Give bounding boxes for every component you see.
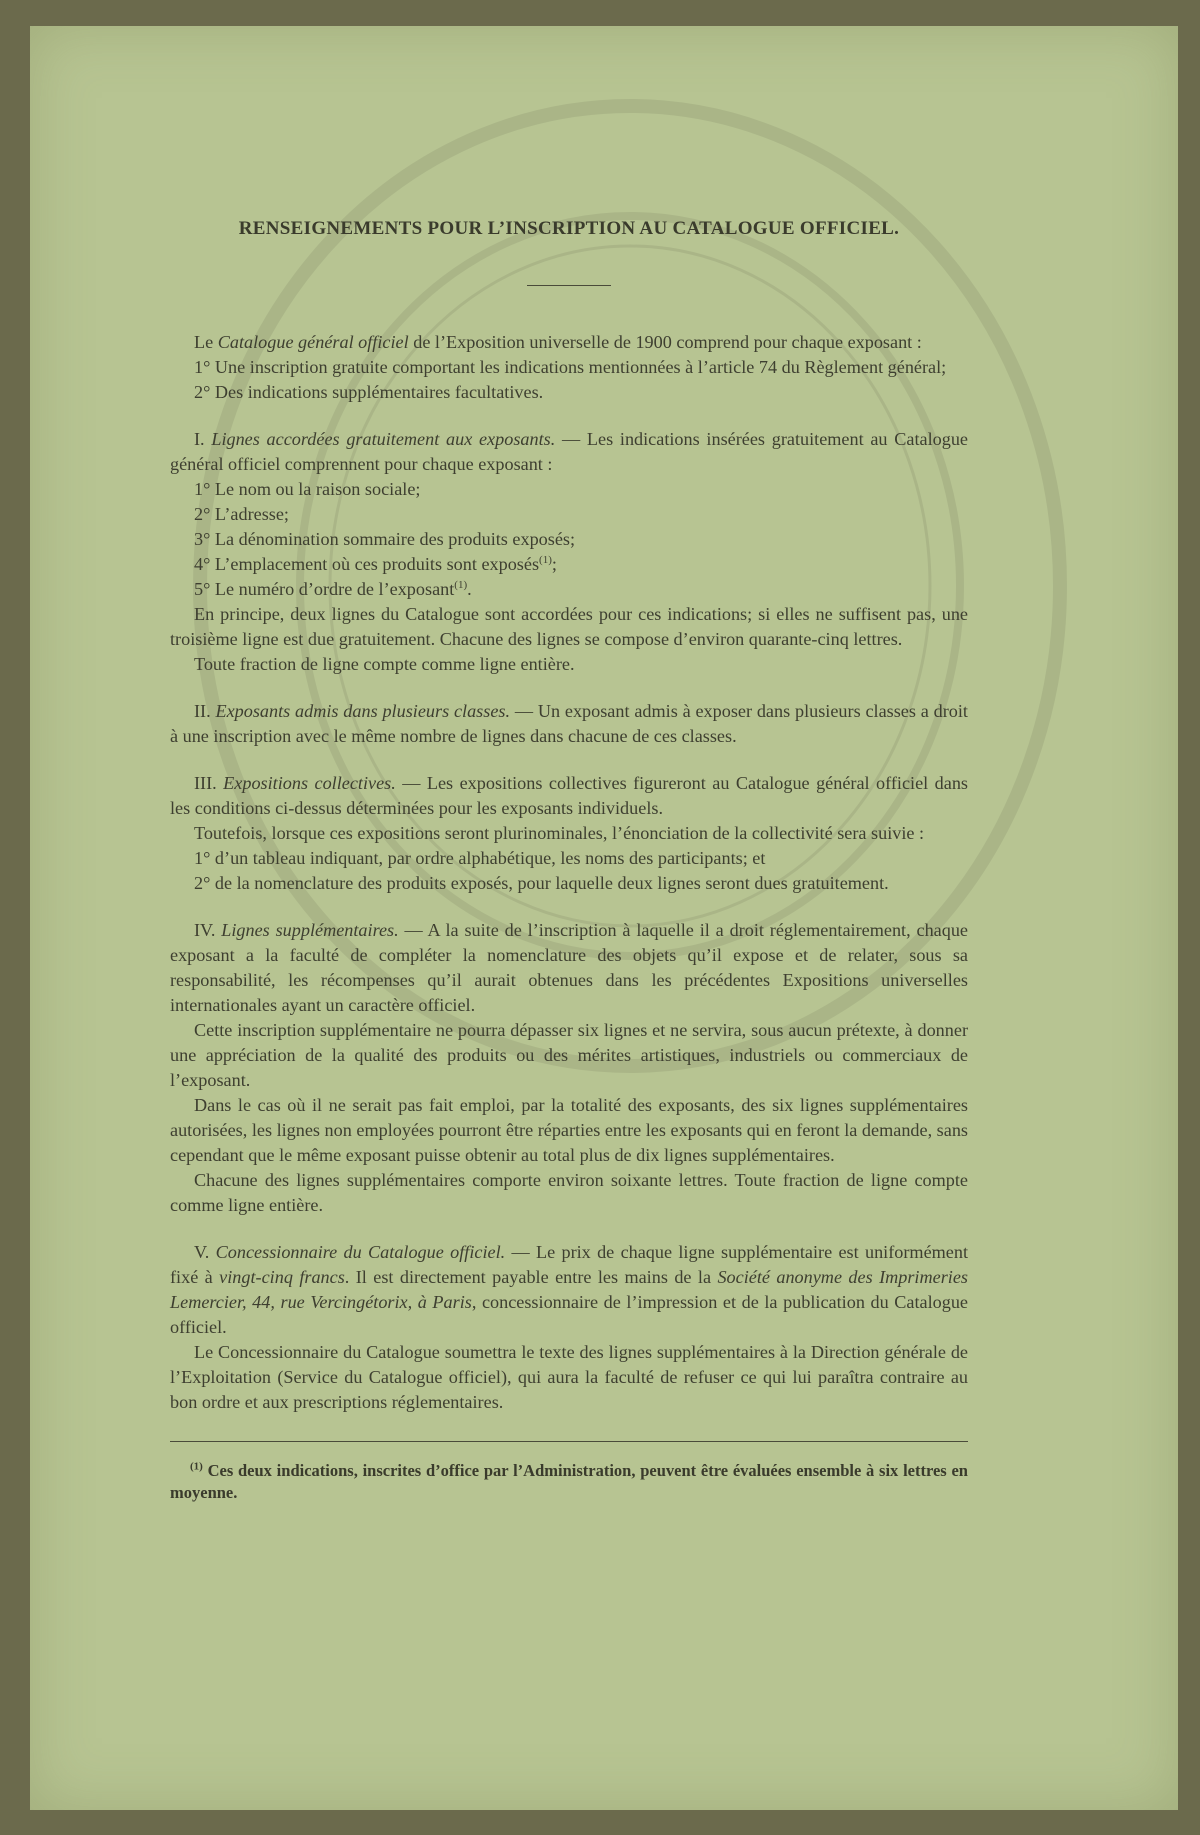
document-content bbox=[170, 216, 968, 1504]
section-2-paragraph: II. Exposants admis dans plusieurs classes. — Un exposant admis à exposer dans plusieurs classes a droit à une inscription avec le même nombre de lignes dans chacune de ces classes. bbox=[170, 701, 968, 746]
section-3-text-1: Toutefois, lorsque ces expositions seront plurinominales, l’énonciation de la collectivité sera suivie : bbox=[194, 823, 925, 843]
section-4-paragraph: IV. Lignes supplémentaires. — A la suite de l’inscription à laquelle il a droit réglementairement, chaque exposant a la faculté de compléter la nomenclature des objets qu’il expose et de relater, sous sa responsabilité, les récompenses qu’il aurait obtenues dans les précédentes Expositions universelles internationales ayant un caractère officiel. bbox=[170, 920, 968, 1015]
section-4-text-1: Cette inscription supplémentaire ne pourra dépasser six lignes et ne servira, sous aucun prétexte, à donner une appréciation de la qualité des produits ou des mérites artistiques, industriels ou commerciaux de l’exposant. bbox=[170, 1020, 968, 1090]
footnote-ref: (1) bbox=[539, 553, 552, 566]
footnote-rule bbox=[170, 1441, 968, 1442]
intro-item-1: 1° Une inscription gratuite comportant les indications mentionnées à l’article 74 du Règlement général; bbox=[194, 357, 947, 377]
section-4-text-2: Dans le cas où il ne serait pas fait emploi, par la totalité des exposants, des six lignes supplémentaires autorisées, les lignes non employées pourront être réparties entre les exposants qui en feront la demande, sans cependant que le même exposant puisse obtenir au total plus de dix lignes supplémentaires. bbox=[170, 1095, 968, 1165]
section-3-paragraph: III. Expositions collectives. — Les expositions collectives figureront au Catalogue général officiel dans les conditions ci-dessus déterminées pour les exposants individuels. bbox=[170, 773, 969, 818]
section-1-item-2: 2° L’adresse; bbox=[194, 504, 289, 524]
intro-paragraph: Le Catalogue général officiel de l’Exposition universelle de 1900 comprend pour chaque exposant : bbox=[194, 332, 922, 352]
footnote-ref: (1) bbox=[454, 578, 468, 591]
section-1-text-2: Toute fraction de ligne compte comme ligne entière. bbox=[194, 654, 575, 674]
section-1-text-1: En principe, deux lignes du Catalogue sont accordées pour ces indications; si elles ne suffisent pas, une troisième ligne est due gratuitement. Chacune des lignes se compose d’environ quarante-cinq lettres. bbox=[170, 604, 968, 649]
section-1-item-3: 3° La dénomination sommaire des produits exposés; bbox=[194, 529, 576, 549]
section-1-heading: Lignes accordées gratuitement aux exposants. bbox=[211, 429, 556, 449]
document-sheet bbox=[30, 26, 1178, 1810]
section-3-item-1: 1° d’un tableau indiquant, par ordre alphabétique, les noms des participants; et bbox=[194, 848, 766, 868]
section-1-item-4: 4° L’emplacement où ces produits sont exposés$^{(1)}$; bbox=[194, 553, 557, 574]
footnote: $^{(1)}$ Ces deux indications, inscrites d’office par l’Administration, peuvent être évaluées ensemble à six lettres en moyenne. bbox=[170, 1460, 968, 1502]
section-5-heading: Concessionnaire du Catalogue officiel. bbox=[215, 1242, 506, 1262]
document-title: RENSEIGNEMENTS POUR L’INSCRIPTION AU CATALOGUE OFFICIEL. bbox=[238, 218, 900, 239]
title-rule bbox=[527, 285, 611, 286]
section-3-heading: Expositions collectives. bbox=[223, 773, 396, 793]
section-4-heading: Lignes supplémentaires. bbox=[221, 920, 399, 940]
section-4-text-3: Chacune des lignes supplémentaires comporte environ soixante lettres. Toute fraction de ligne compte comme ligne entière. bbox=[170, 1170, 968, 1215]
section-3-item-2: 2° de la nomenclature des produits exposés, pour laquelle deux lignes seront dues gratuitement. bbox=[194, 873, 889, 893]
intro-item-2: 2° Des indications supplémentaires facultatives. bbox=[194, 382, 544, 402]
section-1-paragraph: I. Lignes accordées gratuitement aux exposants. — Les indications insérées gratuitement au Catalogue général officiel comprennent pour chaque exposant : bbox=[170, 429, 968, 474]
section-1-item-5: 5° Le numéro d’ordre de l’exposant$^{(1)}$. bbox=[194, 578, 472, 599]
section-5-text-1: Le Concessionnaire du Catalogue soumettra le texte des lignes supplémentaires à la Direction générale de l’Exploitation (Service du Catalogue officiel), qui aura la faculté de refuser ce qui lui paraîtra contraire au bon ordre et aux prescriptions réglementaires. bbox=[170, 1342, 968, 1412]
section-2-heading: Exposants admis dans plusieurs classes. bbox=[215, 701, 511, 721]
section-1-item-1: 1° Le nom ou la raison sociale; bbox=[194, 479, 421, 499]
section-5-paragraph: V. Concessionnaire du Catalogue officiel. — Le prix de chaque ligne supplémentaire est uniformément fixé à vingt-cinq francs. Il est directement payable entre les mains de la Société anonyme des Imprimeries Lemercier, 44, rue Vercingétorix, à Paris, concessionnaire de l’impression et de la publication du Catalogue officiel. bbox=[170, 1242, 969, 1337]
